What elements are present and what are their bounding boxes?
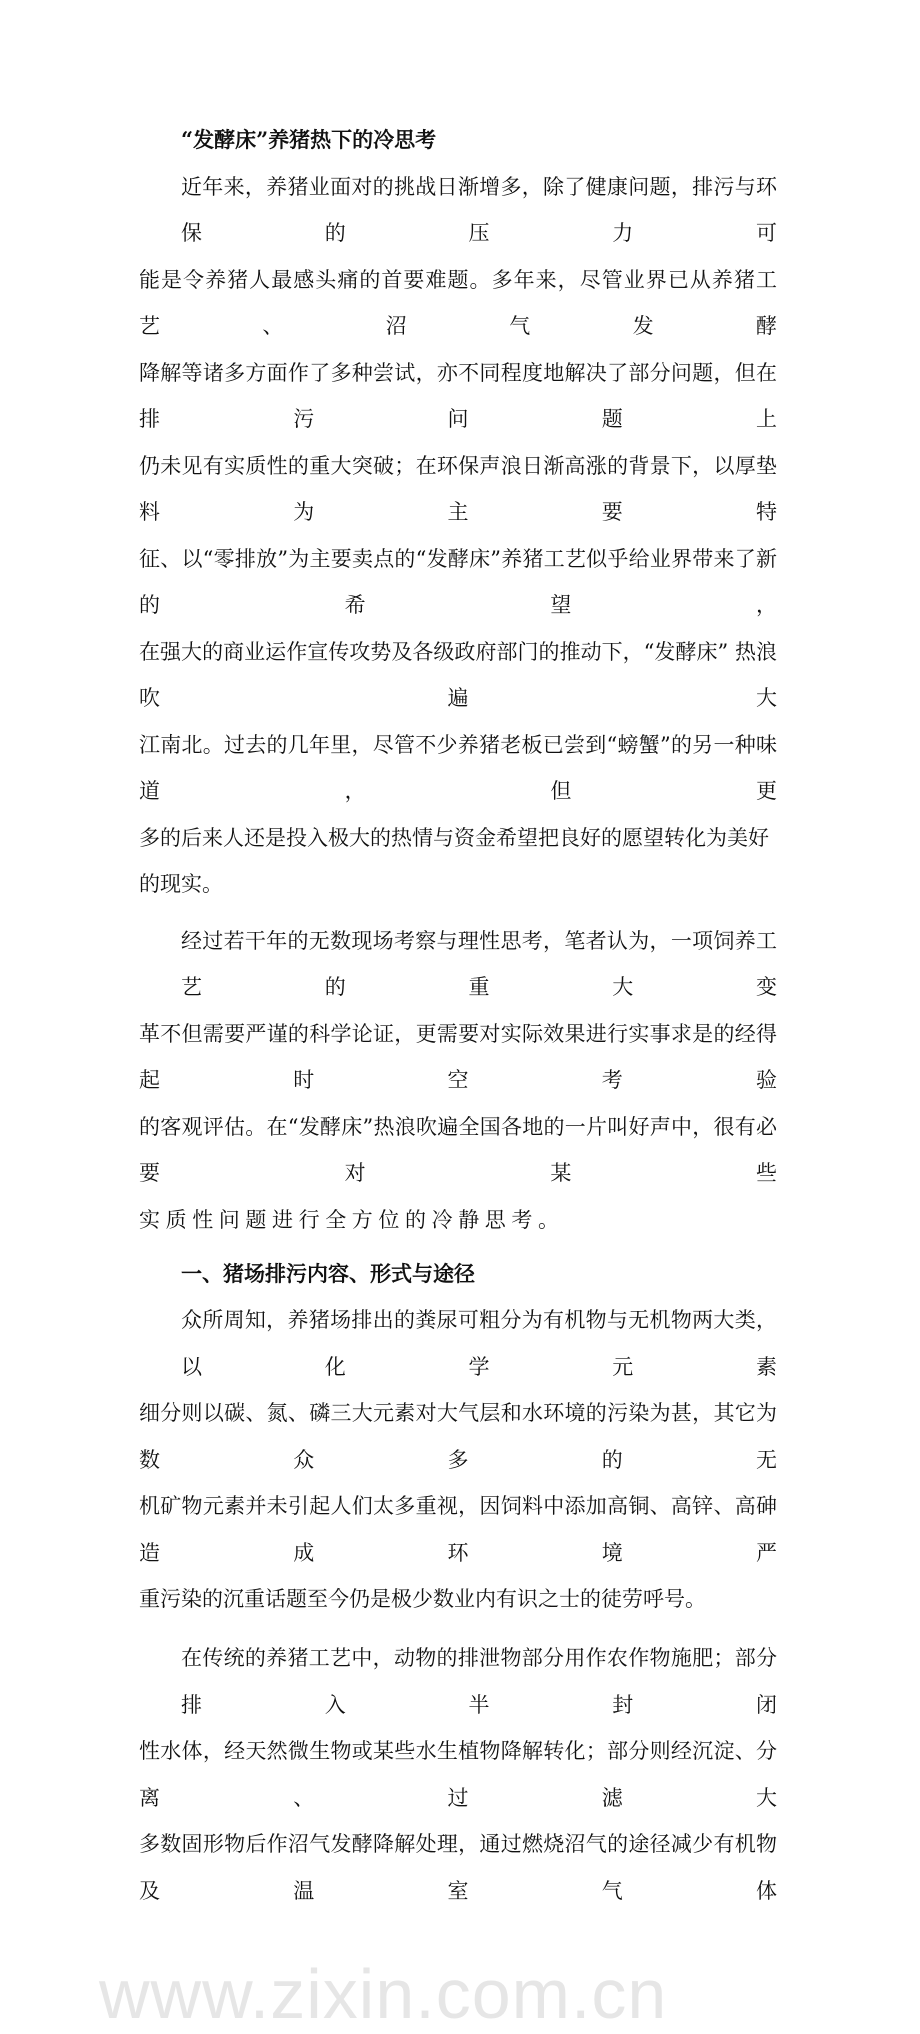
paragraph-line: 能是令养猪人最感头痛的首要难题。多年来，尽管业界已从养猪工艺、沼气发酵 [139,267,777,338]
paragraph-line: 降解等诸多方面作了多种尝试，亦不同程度地解决了部分问题，但在排污问题上 [139,360,777,431]
paragraph-line: 性水体，经天然微生物或某些水生植物降解转化；部分则经沉淀、分离、过滤大 [139,1739,777,1810]
paragraph-line: 的客观评估。在“发酵床”热浪吹遍全国各地的一片叫好声中，很有必要对某些 [139,1114,777,1185]
document-page [139,0,777,1914]
section-heading: 一、猪场排污内容、形式与途径 [181,1260,475,1286]
paragraph-line: 征、以“零排放”为主要卖点的“发酵床”养猪工艺似乎给业界带来了新的希望， [139,546,777,617]
paragraph-line: 在强大的商业运作宣传攻势及各级政府部门的推动下，“发酵床” 热浪吹遍大 [139,639,777,710]
paragraph-line: 重污染的沉重话题至今仍是极少数业内有识之士的徒劳呼号。 [139,1587,706,1611]
paragraph-line: 近年来，养猪业面对的挑战日渐增多，除了健康问题，排污与环保的压力可 [181,174,777,245]
paragraph-line: 革不但需要严谨的科学论证，更需要对实际效果进行实事求是的经得起时空考验 [139,1021,777,1092]
paragraph-line: 经过若干年的无数现场考察与理性思考，笔者认为，一项饲养工艺的重大变 [181,928,777,999]
watermark: www.zixin.com.cn [99,1955,668,2033]
paragraph-line: 多的后来人还是投入极大的热情与资金希望把良好的愿望转化为美好的现实。 [139,825,769,896]
document-body [139,164,777,1915]
paragraph-line: 众所周知，养猪场排出的粪尿可粗分为有机物与无机物两大类，以化学元素 [181,1308,777,1379]
paragraph-line: 细分则以碳、氮、磷三大元素对大气层和水环境的污染为甚，其它为数众多的无 [139,1401,777,1472]
paragraph-line: 仍未见有实质性的重大突破；在环保声浪日渐高涨的背景下，以厚垫料为主要特 [139,453,777,524]
document-title: “发酵床”养猪热下的冷思考 [181,127,437,152]
paragraph-line: 机矿物元素并未引起人们太多重视，因饲料中添加高铜、高锌、高砷造成环境严 [139,1494,777,1565]
paragraph-line: 在传统的养猪工艺中，动物的排泄物部分用作农作物施肥；部分排入半封闭 [181,1646,777,1717]
paragraph-line: 多数固形物后作沼气发酵降解处理，通过燃烧沼气的途径减少有机物及温室气体 [139,1832,777,1903]
paragraph-line: 江南北。过去的几年里，尽管不少养猪老板已尝到“螃蟹”的另一种味道，但更 [139,732,777,803]
paragraph-line: 实质性问题进行全方位的冷静思考。 [139,1207,565,1232]
